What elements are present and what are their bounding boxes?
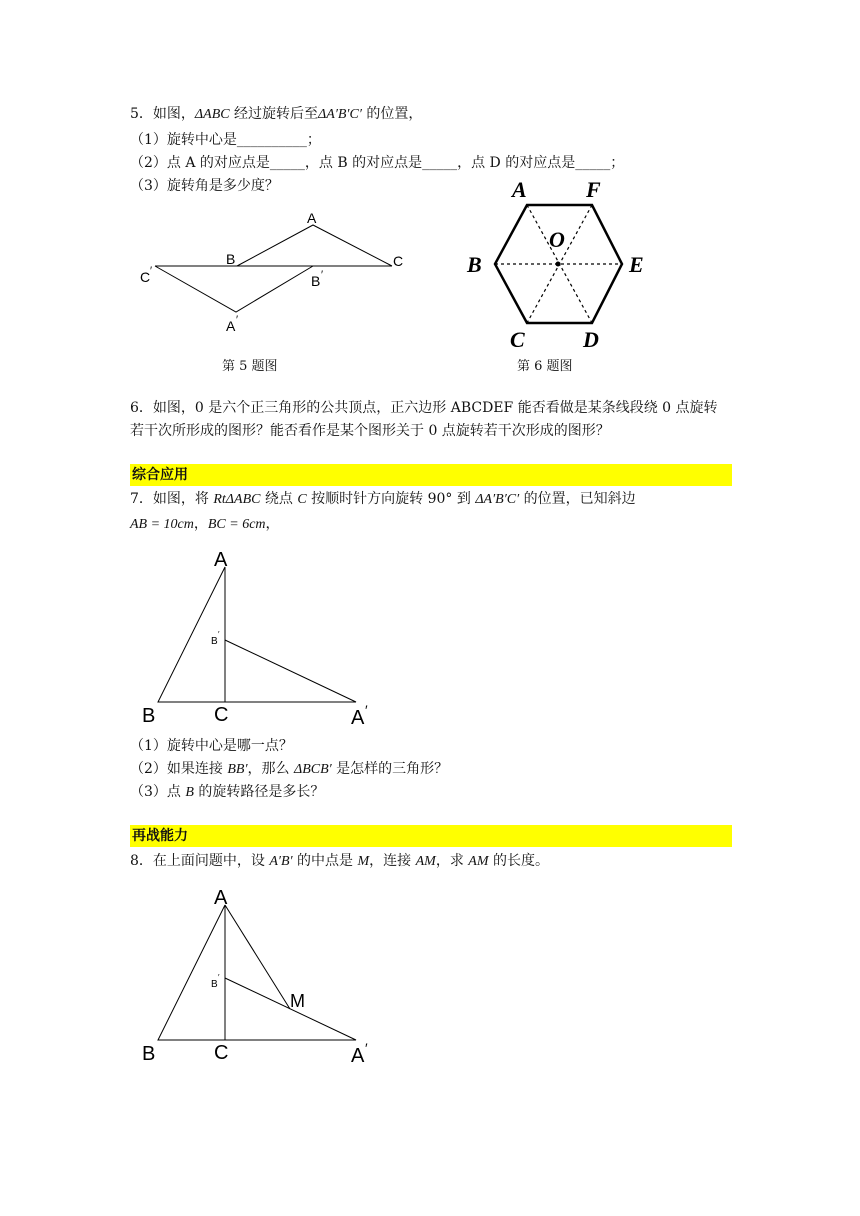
- q6-line1: 6．如图，0 是六个正三角形的公共顶点，正六边形 ABCDEF 能否看做是某条线段绕 0 点旋转: [130, 400, 718, 416]
- fig6-label-c: C: [510, 327, 525, 352]
- fig6-label-a: A: [512, 177, 527, 202]
- q6-line2: 若干次所形成的图形？能否看作是某个图形关于 0 点旋转若干次形成的图形？: [130, 423, 610, 439]
- fig7-triangle-abc-prime: [225, 640, 356, 702]
- fig8-label-c: C: [214, 1042, 229, 1064]
- q7-text: 绕点: [260, 491, 298, 507]
- fig5-label-c-prime: C: [140, 269, 151, 285]
- fig6-label-e: E: [629, 252, 644, 277]
- fig8-label-b: B: [142, 1043, 156, 1065]
- q5-sub3: （3）旋转角是多少度？: [130, 178, 279, 194]
- q7-math-rt-abc: RtΔABC: [213, 492, 261, 507]
- q7-line1: [130, 489, 636, 510]
- fig5-label-b-prime: B: [311, 273, 321, 289]
- q7-text: ，那么: [247, 761, 294, 777]
- fig6-label-d: D: [583, 327, 599, 352]
- q7-math-bcb-prime: ΔBCB′: [293, 762, 332, 777]
- fig5-label-a: A: [307, 210, 317, 226]
- fig7-label-c: C: [214, 704, 229, 726]
- fig5-caption: 第 5 题图: [222, 359, 278, 374]
- q7-sub2: [130, 759, 448, 780]
- q7-math-bc: BC = 6cm: [207, 517, 266, 532]
- q5-math-abc: ΔABC: [194, 107, 230, 122]
- fig5-label-a-prime: A: [226, 318, 236, 334]
- q7-text: 按顺时针方向旋转 90° 到: [306, 491, 476, 507]
- fig7-prime-mark: ′: [218, 630, 220, 639]
- q8-text: 8．在上面问题中，设: [130, 853, 270, 869]
- fig8-label-a-prime: A: [351, 1045, 365, 1067]
- q7-text: （2）如果连接: [130, 761, 228, 777]
- q7-text: 的位置，已知斜边: [519, 491, 636, 507]
- fig8-label-a: A: [214, 887, 228, 909]
- q7-math-ab: AB = 10cm: [130, 517, 194, 532]
- q8-line1: [130, 851, 549, 872]
- figure-6: [462, 175, 662, 355]
- fig8-prime-mark: ′: [218, 973, 220, 982]
- section-heading-challenge: 再战能力: [130, 825, 732, 847]
- fig8-prime-mark: ′: [365, 1040, 368, 1056]
- q5-sub2: （2）点 A 的对应点是_____，点 B 的对应点是_____，点 D 的对应点是_____；: [130, 155, 625, 171]
- q8-math-am: AM: [468, 854, 489, 869]
- q8-math-am: AM: [415, 854, 436, 869]
- q8-text: 的中点是: [292, 853, 358, 869]
- figure-8: [130, 883, 380, 1068]
- q7-text: ，: [193, 516, 208, 532]
- fig8-triangle-abc: [158, 905, 225, 1040]
- fig7-label-a: A: [214, 549, 228, 571]
- fig5-prime-mark: ′: [150, 265, 153, 277]
- q8-math-m: M: [357, 854, 370, 869]
- q7-math-b: B: [185, 785, 194, 800]
- q7-sub3: [130, 782, 324, 803]
- fig6-label-o: O: [549, 227, 565, 252]
- fig5-triangle-abc-prime: [155, 266, 313, 312]
- q7-sub1: （1）旋转中心是哪一点？: [130, 738, 293, 754]
- fig7-prime-mark: ′: [365, 702, 368, 718]
- q7-text: 是怎样的三角形？: [331, 761, 449, 777]
- fig5-prime-mark: ′: [236, 314, 239, 326]
- q7-math-c: C: [297, 492, 307, 507]
- q7-math-abc-prime: ΔA′B′C′: [475, 492, 520, 507]
- fig7-label-a-prime: A: [351, 707, 365, 729]
- fig6-caption: 第 6 题图: [517, 359, 573, 374]
- fig5-prime-mark: ′: [321, 269, 324, 281]
- q5-text: 经过旋转后至: [229, 106, 319, 122]
- fig5-label-c: C: [393, 253, 404, 269]
- q7-math-bb-prime: BB′: [227, 762, 248, 777]
- fig6-center-point: [556, 262, 561, 267]
- fig7-label-b-prime: B: [211, 636, 218, 647]
- figure-5: [130, 200, 420, 340]
- q7-text: （3）点: [130, 784, 186, 800]
- fig5-label-b: B: [226, 251, 236, 267]
- q7-text: 7．如图，将: [130, 491, 214, 507]
- fig8-label-m: M: [290, 991, 305, 1011]
- q8-math-ab-prime: A′B′: [269, 854, 293, 869]
- q5-text: 5．如图，: [130, 106, 195, 122]
- fig6-label-b: B: [467, 252, 482, 277]
- fig7-label-b: B: [142, 705, 156, 727]
- fig5-triangle-abc: [237, 225, 392, 266]
- q8-text: ，求: [435, 853, 469, 869]
- fig8-label-b-prime: B: [211, 979, 218, 990]
- q5-sub1: （1）旋转中心是__________；: [130, 132, 321, 148]
- figure-7: [130, 545, 380, 730]
- q7-line2: [130, 514, 280, 535]
- fig6-label-f: F: [586, 177, 601, 202]
- q7-text: 的旋转路径是多长？: [193, 784, 325, 800]
- q8-text: 的长度。: [488, 853, 549, 869]
- q5-text: 的位置，: [361, 106, 423, 122]
- q7-text: ，: [265, 516, 280, 532]
- q5-math-abc-prime: ΔA′B′C′: [318, 107, 362, 122]
- q5-line1: [130, 104, 422, 125]
- q8-text: ，连接: [369, 853, 416, 869]
- section-heading-application: 综合应用: [130, 464, 732, 486]
- fig7-triangle-abc: [158, 567, 225, 702]
